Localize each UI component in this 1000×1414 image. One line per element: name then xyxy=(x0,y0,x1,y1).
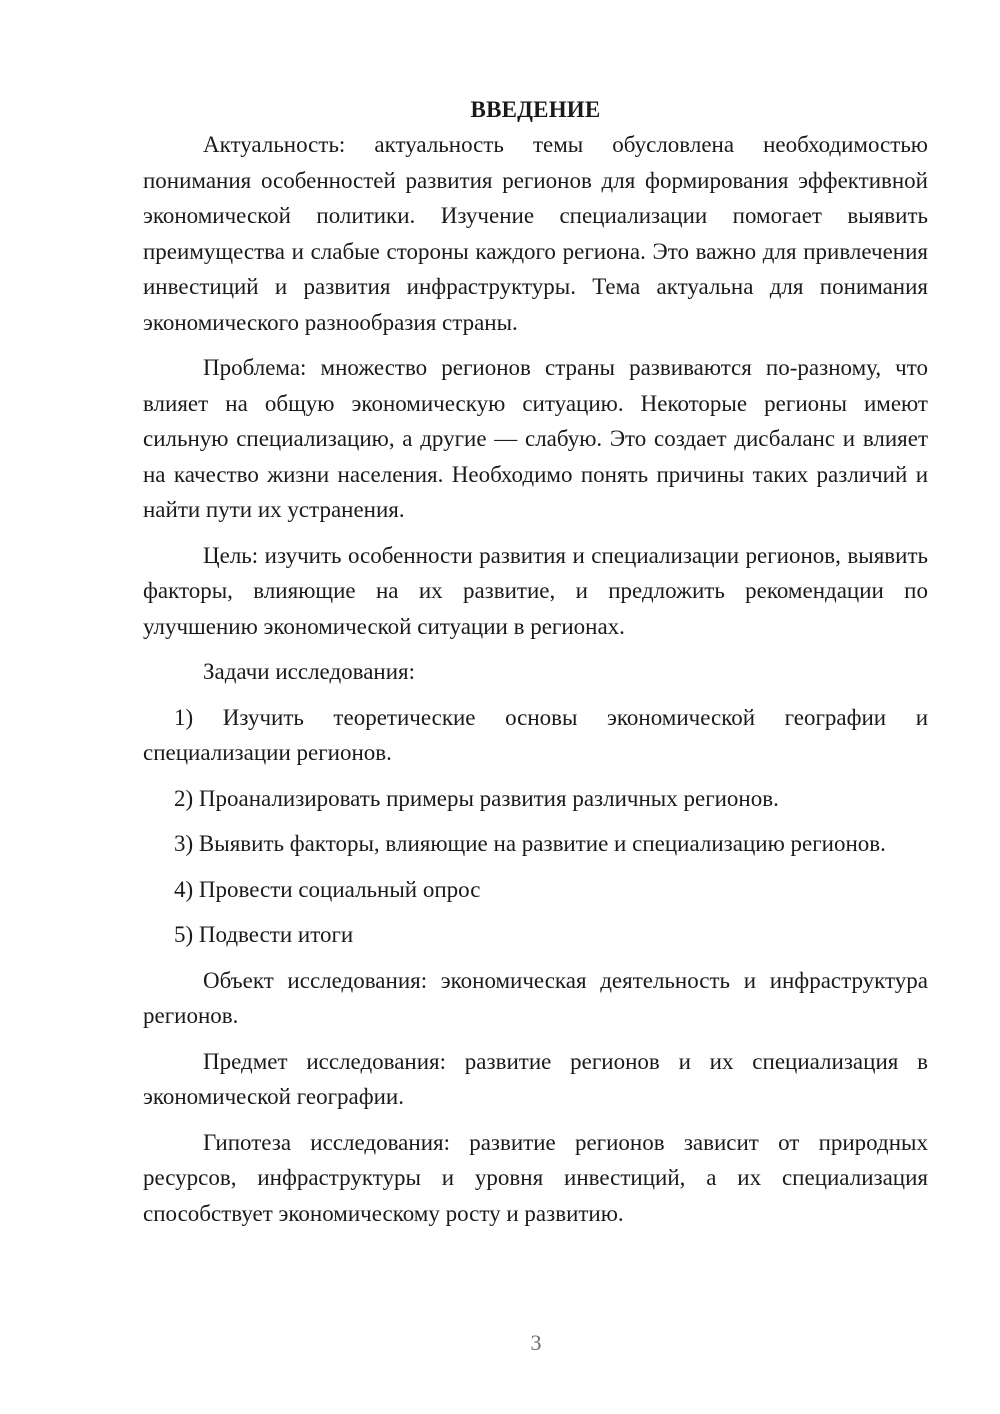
paragraph-goal: Цель: изучить особенности развития и специализации регионов, выявить факторы, влияющие на их развитие, и предложить рекомендации по улучшению экономической ситуации в регионах. xyxy=(143,542,928,639)
tasks-heading: Задачи исследования: xyxy=(203,659,416,684)
task-item-2: 2) Проанализировать примеры развития различных регионов. xyxy=(174,785,779,811)
paragraph-problem: Проблема: множество регионов страны развиваются по-разному, что влияет на общую экономическую ситуацию. Некоторые регионы имеют сильную специализацию, а другие — слабую. Это создает дисбаланс и влияет на качество жизни населения. Необходимо понять причины таких различий и найти пути их устранения. xyxy=(143,355,928,522)
section-title: ВВЕДЕНИЕ xyxy=(470,97,601,122)
task-item-3: 3) Выявить факторы, влияющие на развитие и специализацию регионов. xyxy=(174,831,886,856)
paragraph-subject: Предмет исследования: развитие регионов и их специализация в экономической географии. xyxy=(143,1048,928,1109)
page-number: 3 xyxy=(530,1330,542,1355)
document-page xyxy=(143,92,928,1241)
task-item-4: 4) Провести социальный опрос xyxy=(174,876,481,902)
paragraph-relevance: Актуальность: актуальность темы обусловлена необходимостью понимания особенностей развития регионов для формирования эффективной экономической политики. Изучение специализации помогает выявить преимущества и слабые стороны каждого региона. Это важно для привлечения инвестиций и развития инфраструктуры. Тема актуальна для понимания экономического разнообразия страны. xyxy=(143,132,928,335)
task-item-5: 5) Подвести итоги xyxy=(174,922,354,947)
task-item-1: 1) Изучить теоретические основы экономической географии и специализации регионов. xyxy=(143,704,928,765)
paragraph-hypothesis: Гипотеза исследования: развитие регионов зависит от природных ресурсов, инфраструктуры и уровня инвестиций, а их специализация способствует экономическому росту и развитию. xyxy=(143,1129,928,1226)
paragraph-object: Объект исследования: экономическая деятельность и инфраструктура регионов. xyxy=(143,967,928,1028)
